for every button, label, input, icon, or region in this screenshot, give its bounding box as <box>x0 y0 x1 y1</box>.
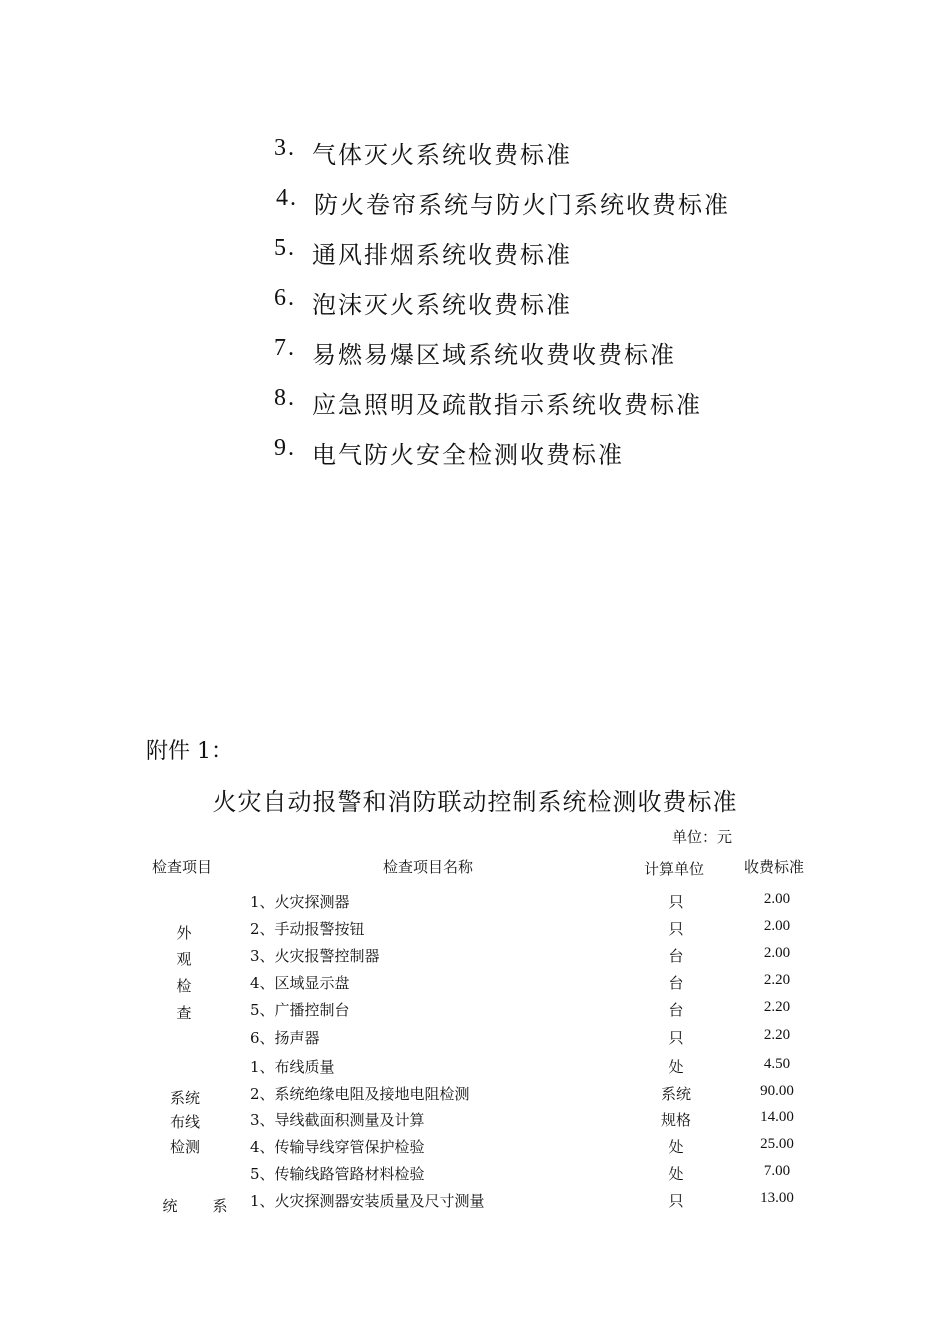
toc-item <box>274 135 572 170</box>
row-name: 2、系统绝缘电阻及接地电阻检测 <box>250 1085 470 1103</box>
toc-item <box>276 185 730 220</box>
row-fee: 4.50 <box>763 1056 791 1072</box>
toc-text: 防火卷帘系统与防火门系统收费标准 <box>314 191 730 219</box>
row-name: 1、火灾探测器安装质量及尺寸测量 <box>250 1192 485 1210</box>
toc-text: 泡沫灭火系统收费标准 <box>312 291 572 319</box>
row-fee: 2.20 <box>763 1027 791 1043</box>
row-name: 6、扬声器 <box>250 1029 320 1047</box>
header-name: 检查项目名称 <box>383 858 474 876</box>
row-name: 4、传输导线穿管保护检验 <box>250 1138 425 1156</box>
row-name: 4、区域显示盘 <box>250 974 350 992</box>
row-name: 5、传输线路管路材料检验 <box>250 1165 425 1183</box>
toc-text: 应急照明及疏散指示系统收费标准 <box>312 391 702 419</box>
row-unit: 台 <box>668 1001 684 1019</box>
row-fee: 2.20 <box>763 972 791 988</box>
row-fee: 14.00 <box>760 1109 794 1125</box>
row-fee: 2.00 <box>763 945 791 961</box>
row-fee: 2.00 <box>763 891 791 907</box>
group-label: 查 <box>176 1004 192 1022</box>
toc-item <box>274 235 572 270</box>
toc-number: 8. <box>274 385 296 411</box>
group-label: 检测 <box>169 1138 200 1156</box>
row-fee: 7.00 <box>763 1163 791 1179</box>
row-fee: 2.20 <box>763 999 791 1015</box>
row-name: 1、布线质量 <box>250 1058 335 1076</box>
row-fee: 13.00 <box>760 1190 794 1206</box>
toc-item <box>274 385 702 420</box>
group-label: 系 <box>212 1197 228 1215</box>
row-unit: 处 <box>668 1138 684 1156</box>
group-label: 系统 <box>169 1089 200 1107</box>
toc-number: 4. <box>276 185 298 211</box>
row-name: 3、火灾报警控制器 <box>250 947 380 965</box>
toc-item <box>274 285 572 320</box>
group-label: 布线 <box>169 1113 200 1131</box>
group-label: 外 <box>176 924 192 942</box>
toc-item <box>274 335 676 370</box>
toc-text: 气体灭火系统收费标准 <box>312 141 572 169</box>
row-fee: 25.00 <box>760 1136 794 1152</box>
row-name: 5、广播控制台 <box>250 1001 350 1019</box>
row-unit: 台 <box>668 974 684 992</box>
row-unit: 只 <box>668 1029 684 1047</box>
row-fee: 90.00 <box>760 1083 794 1099</box>
group-label: 检 <box>176 977 192 995</box>
toc-text: 电气防火安全检测收费标准 <box>312 441 624 469</box>
row-unit: 台 <box>668 947 684 965</box>
annex-label: 附件 1： <box>146 739 233 764</box>
row-unit: 处 <box>668 1165 684 1183</box>
row-fee: 2.00 <box>763 918 791 934</box>
row-unit: 只 <box>668 893 684 911</box>
toc-number: 5. <box>274 235 296 261</box>
group-label: 统 <box>162 1197 178 1215</box>
header-group: 检查项目 <box>152 858 213 876</box>
row-unit: 处 <box>668 1058 684 1076</box>
group-label: 观 <box>176 950 192 968</box>
toc-text: 易燃易爆区域系统收费收费标准 <box>312 341 676 369</box>
row-unit: 只 <box>668 1192 684 1210</box>
header-unit: 计算单位 <box>644 860 705 878</box>
row-name: 3、导线截面积测量及计算 <box>250 1111 425 1129</box>
row-unit: 只 <box>668 920 684 938</box>
row-name: 2、手动报警按钮 <box>250 920 365 938</box>
toc-number: 7. <box>274 335 296 361</box>
row-name: 1、火灾探测器 <box>250 893 350 911</box>
toc-number: 3. <box>274 135 296 161</box>
header-fee: 收费标准 <box>744 858 805 876</box>
toc-item <box>274 435 624 470</box>
toc-number: 9. <box>274 435 296 461</box>
row-unit: 规格 <box>660 1111 691 1129</box>
page-title: 火灾自动报警和消防联动控制系统检测收费标准 <box>212 788 738 816</box>
unit-note: 单位：元 <box>672 828 733 846</box>
toc-text: 通风排烟系统收费标准 <box>312 241 572 269</box>
toc-number: 6. <box>274 285 296 311</box>
row-unit: 系统 <box>660 1085 691 1103</box>
